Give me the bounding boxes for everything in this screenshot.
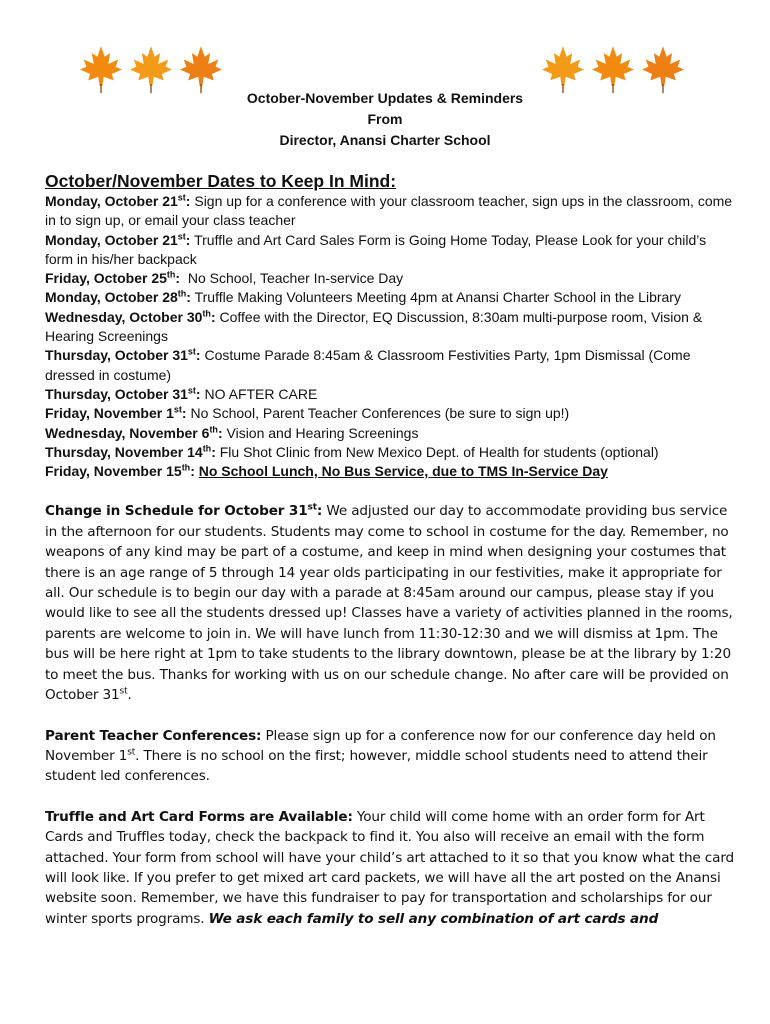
date-item	[45, 308, 735, 347]
date-text: Costume Parade 8:45am & Classroom Festivities Party, 1pm Dismissal (Come dressed in costume)	[45, 347, 691, 383]
truffle-emphasis: We ask each family to sell any combination of art cards and	[208, 910, 659, 927]
date-colon: :	[210, 308, 216, 325]
schedule-body-suffix: st	[119, 686, 128, 697]
date-label: Monday, October 28	[45, 289, 178, 306]
date-label: Monday, October 21	[45, 193, 178, 209]
date-text: Vision and Hearing Screenings	[222, 424, 419, 441]
truffle-title: Truffle and Art Card Forms are Available:	[45, 808, 353, 825]
date-colon: :	[175, 270, 181, 287]
date-colon: :	[195, 347, 201, 364]
header-from: From	[367, 111, 403, 127]
date-colon: :	[217, 424, 223, 441]
date-suffix: st	[177, 230, 186, 241]
date-text: Sign up for a conference with your classroom teacher, sign ups in the classroom, come in to sign up, or email your class teacher	[45, 193, 733, 229]
date-item	[45, 231, 735, 270]
date-text: NO AFTER CARE	[200, 385, 318, 402]
leaf-decoration-left	[78, 44, 224, 94]
date-item	[45, 269, 735, 288]
date-label: Monday, October 21	[45, 231, 178, 248]
date-suffix: st	[177, 192, 186, 203]
newsletter-header	[0, 88, 770, 151]
date-colon: :	[195, 385, 201, 402]
date-label: Friday, October 25	[45, 270, 167, 287]
date-label: Friday, November 1	[45, 405, 174, 422]
dates-heading: October/November Dates to Keep In Mind:	[45, 171, 397, 191]
date-item	[45, 424, 735, 443]
maple-leaf-icon	[540, 44, 586, 94]
date-label: Friday, November 15	[45, 463, 182, 480]
date-label: Thursday, October 31	[45, 347, 188, 364]
date-suffix: st	[173, 404, 182, 415]
date-label: Wednesday, November 6	[45, 424, 210, 441]
newsletter-body	[45, 170, 735, 929]
date-suffix: th	[202, 308, 211, 319]
date-label: Wednesday, October 30	[45, 308, 203, 325]
date-suffix: th	[181, 462, 191, 473]
date-text: No School, Parent Teacher Conferences (be sure to sign up!)	[186, 405, 570, 422]
date-text: Truffle and Art Card Sales Form is Going Home Today, Please Look for your child’s form in his/her backpack	[45, 231, 707, 267]
truffle-section	[45, 807, 735, 929]
schedule-colon: :	[316, 503, 323, 520]
date-item	[45, 404, 735, 423]
maple-leaf-icon	[78, 44, 124, 94]
date-item	[45, 443, 735, 462]
leaf-decoration-right	[540, 44, 686, 94]
schedule-section	[45, 501, 735, 705]
schedule-body-end: .	[127, 687, 132, 704]
date-colon: :	[190, 463, 195, 480]
date-text: No School, Teacher In-service Day	[180, 270, 404, 287]
conferences-section	[45, 726, 735, 787]
conferences-body-1: Please sign up for a conference now for our conference day held on November 1	[45, 727, 716, 764]
date-text: Flu Shot Clinic from New Mexico Dept. of Health for students (optional)	[215, 443, 659, 460]
date-suffix: th	[166, 269, 176, 280]
date-colon: :	[211, 443, 216, 460]
header-author: Director, Anansi Charter School	[279, 132, 491, 148]
maple-leaf-icon	[640, 44, 686, 94]
date-text: Truffle Making Volunteers Meeting 4pm at Anansi Charter School in the Library	[190, 289, 681, 306]
date-colon: :	[185, 231, 191, 248]
conferences-body-2: . There is no school on the first; however, middle school students need to attend their student led conferences.	[45, 747, 708, 785]
date-colon: :	[181, 405, 187, 422]
maple-leaf-icon	[178, 44, 224, 94]
date-item	[45, 385, 735, 404]
date-text-underlined: No School Lunch, No Bus Service, due to TMS In-Service Day	[198, 463, 608, 480]
header-title: October-November Updates & Reminders	[246, 90, 524, 106]
date-suffix: th	[202, 443, 212, 454]
conferences-title: Parent Teacher Conferences:	[45, 727, 262, 744]
date-suffix: st	[187, 346, 196, 357]
truffle-body: Your child will come home with an order form for Art Cards and Truffles today, check the backpack to find it. You also will receive an email with the form attached. Your form from school will have your child’s art attached to it so that you know what the card will look like. If you prefer to get mixed art card packets, we will have all the art posted on the Anansi website soon. Remember, we have this fundraiser to pay for transportation and scholarships for our winter sports programs.	[45, 808, 734, 927]
date-item-last	[45, 462, 735, 481]
dates-list	[45, 192, 735, 481]
date-suffix: th	[209, 423, 218, 434]
date-colon: :	[185, 193, 191, 209]
maple-leaf-icon	[128, 44, 174, 94]
date-label: Thursday, October 31	[45, 385, 188, 402]
schedule-title-suffix: st	[307, 502, 317, 513]
date-item	[45, 288, 735, 307]
date-item	[45, 192, 735, 231]
date-suffix: th	[177, 288, 187, 299]
maple-leaf-icon	[590, 44, 636, 94]
date-suffix: st	[187, 385, 196, 396]
date-text: Coffee with the Director, EQ Discussion, 8:30am multi-purpose room, Vision & Hearing Screenings	[45, 308, 703, 345]
schedule-title: Change in Schedule for October 31	[45, 503, 308, 520]
date-item	[45, 346, 735, 385]
conferences-suffix: st	[127, 747, 136, 758]
schedule-body: We adjusted our day to accommodate providing bus service in the afternoon for our students. Students may come to school in costume for the day. Remember, no weapons of any kind may be part of a costume, and keep in mind when designing your costumes that there is an age range of 5 through 14 year olds participating in our festivities, make it appropriate for all. Our schedule is to begin our day with a parade at 8:45am around our campus, please stay if you would like to see all the students dressed up! Classes have a variety of activities planned in the rooms, parents are welcome to join in. We will have lunch from 11:30-12:30 and we will dismiss at 1pm. The bus will be here right at 1pm to take students to the library downtown, please be at the library by 1:20 to meet the bus. Thanks for working with us on our schedule change. No after care will be provided on October 31	[45, 503, 733, 704]
date-label: Thursday, November 14	[45, 443, 203, 460]
date-colon: :	[186, 289, 191, 306]
